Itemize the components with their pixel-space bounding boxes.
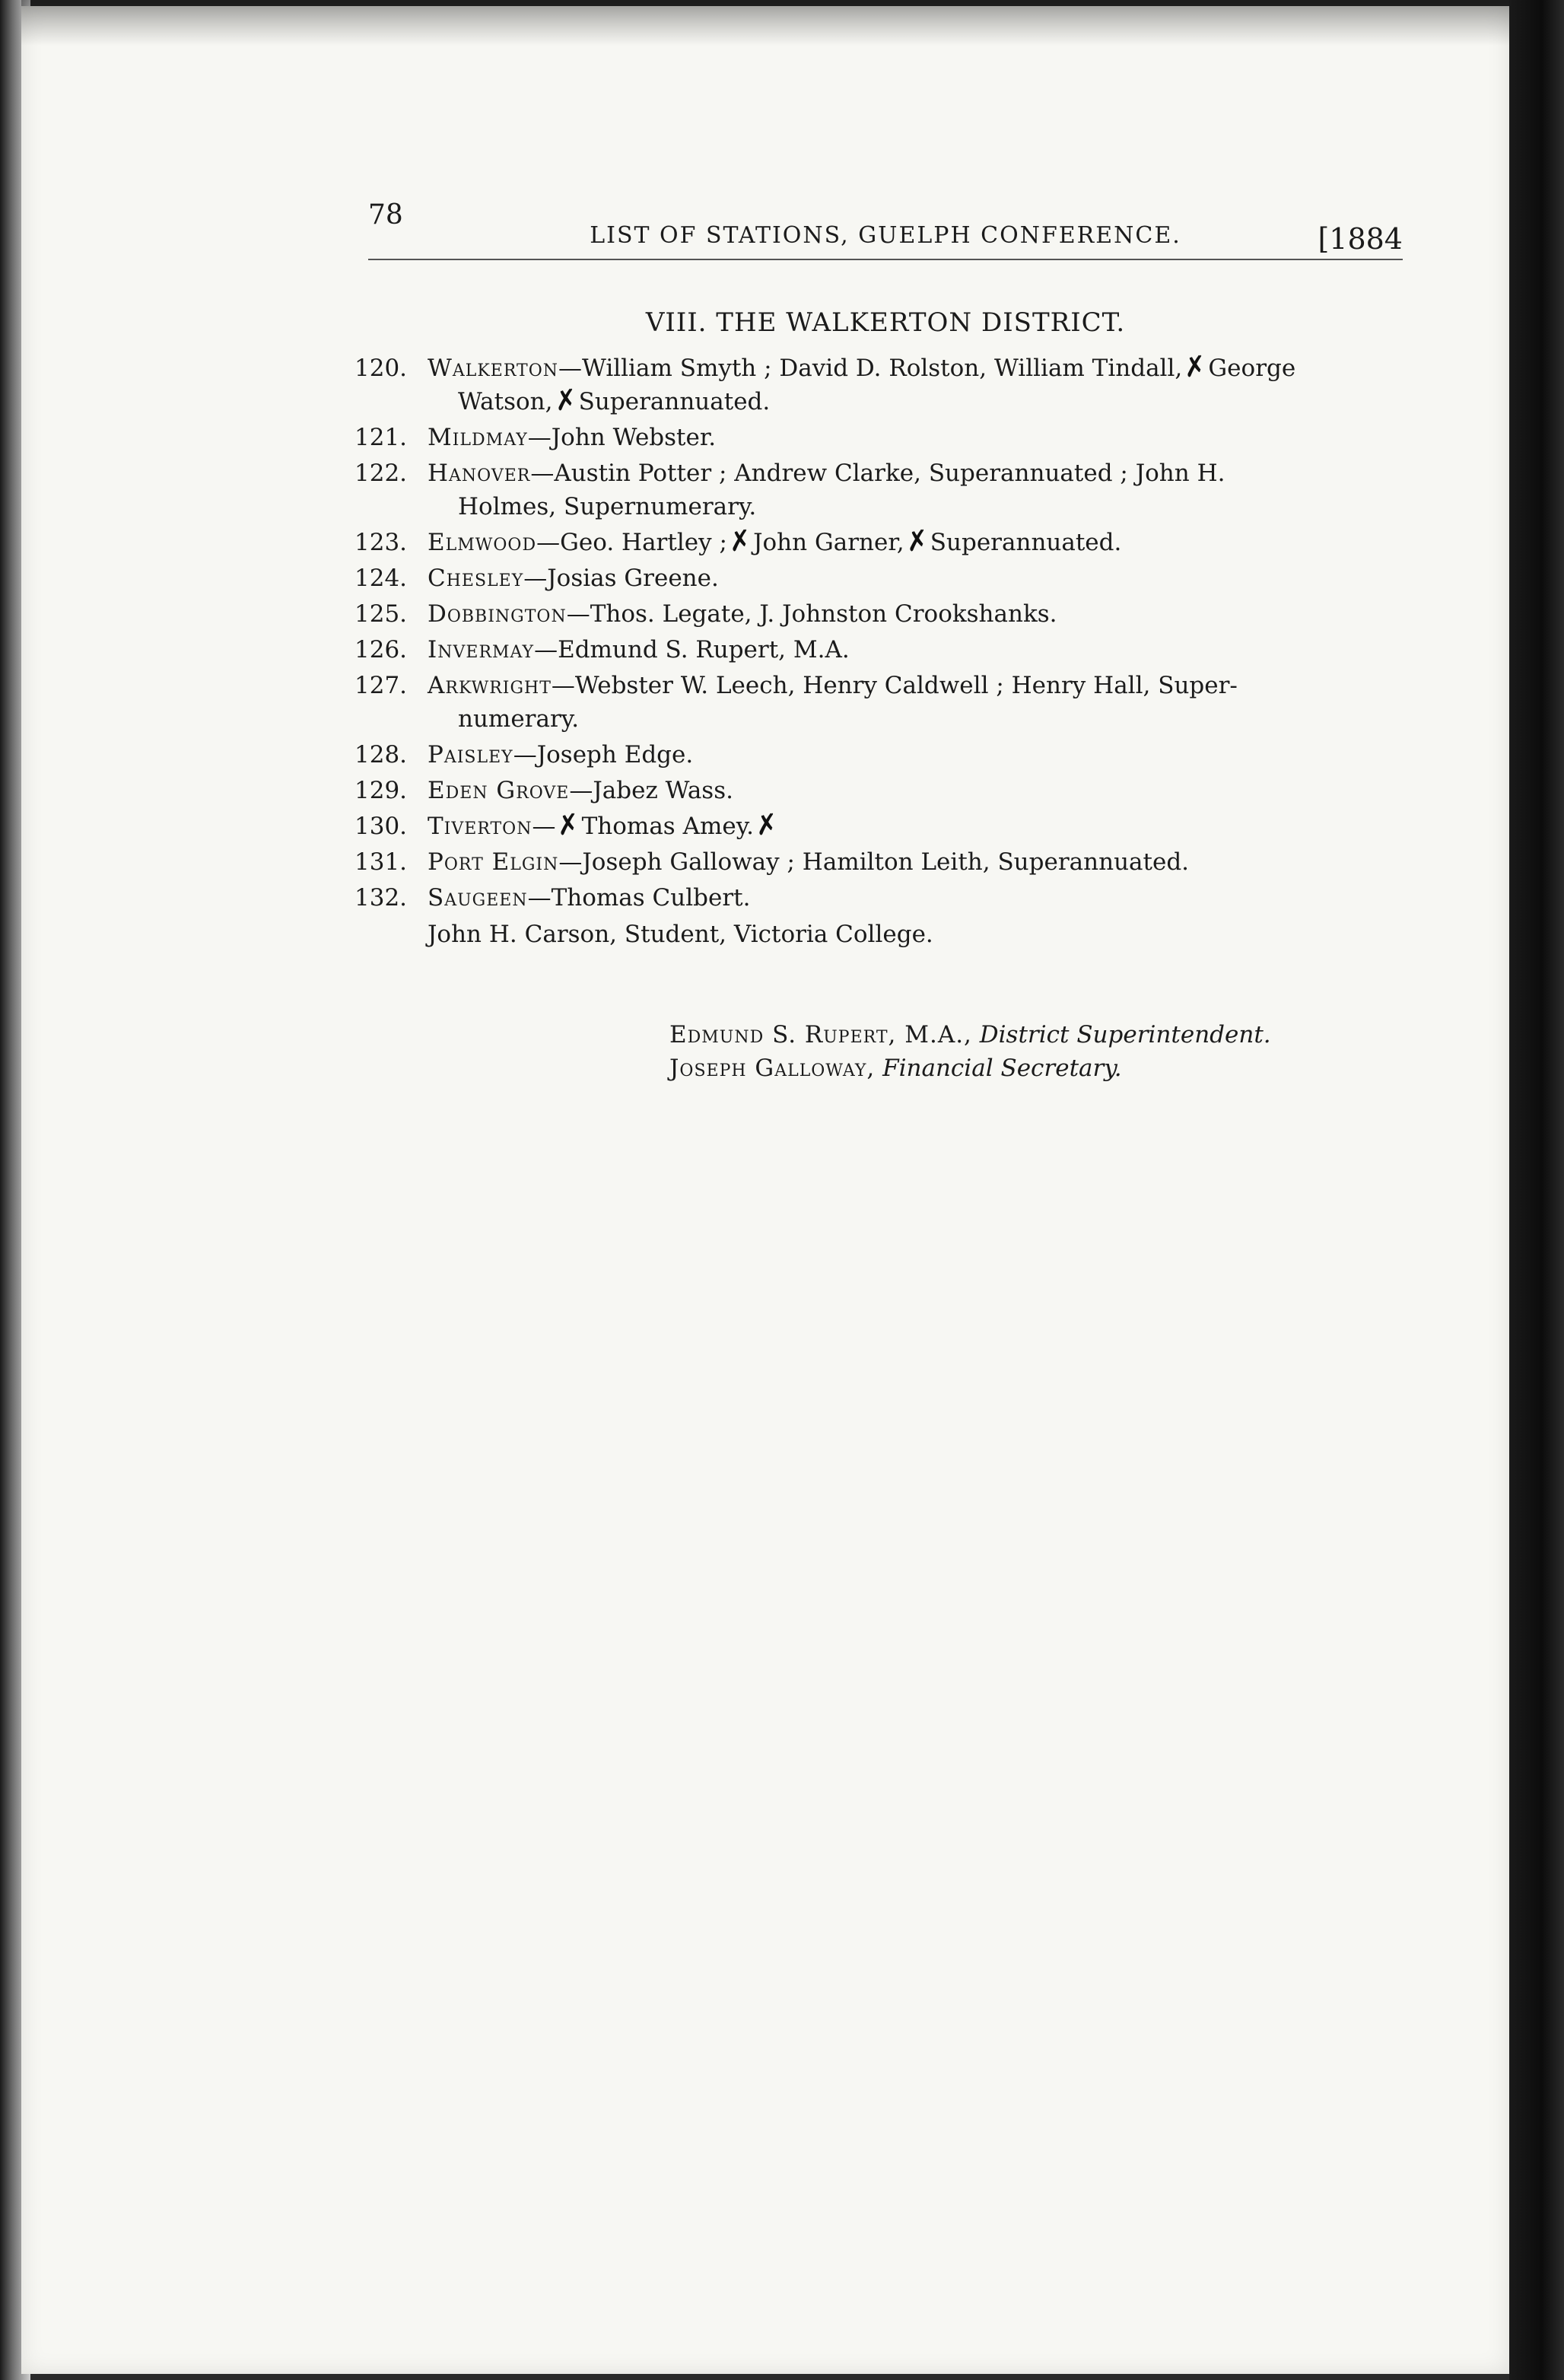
station-ministers: —Thos. Legate, J. Johnston Crookshanks. — [566, 600, 1057, 628]
station-ministers: —Webster W. Leech, Henry Caldwell ; Henry Hall, Super- — [551, 672, 1238, 699]
station-ministers-cont: Watson, — [458, 388, 553, 415]
station-place: Eden Grove — [428, 777, 570, 804]
station-ministers-cont: John Garner, — [753, 529, 904, 556]
station-place: Saugeen — [428, 884, 528, 912]
station-ministers-cont: numerary. — [458, 705, 580, 733]
header-rule — [368, 259, 1403, 260]
station-number: 132. — [354, 884, 408, 912]
signatory-title: Financial Secretary. — [882, 1055, 1122, 1082]
station-number: 125. — [354, 600, 408, 628]
station-ministers: —John Webster. — [527, 424, 717, 451]
book-binding-edge — [1509, 0, 1564, 2380]
station-entry — [354, 597, 1403, 631]
station-entry — [354, 457, 1403, 523]
station-ministers: —Joseph Edge. — [513, 741, 694, 768]
station-ministers-cont: Superannuated. — [930, 529, 1122, 556]
station-number: 121. — [354, 424, 408, 451]
station-number: 127. — [354, 672, 408, 699]
station-place: Invermay — [428, 636, 535, 663]
district-heading: VIII. THE WALKERTON DISTRICT. — [645, 307, 1126, 338]
station-entry — [354, 421, 1403, 454]
station-ministers: — — [532, 813, 556, 840]
pencil-mark-icon: ✗ — [903, 524, 931, 558]
station-ministers: —William Smyth ; David D. Rolston, William Tindall, — [558, 355, 1183, 382]
signature-line — [669, 1018, 1400, 1052]
pencil-mark-icon: ✗ — [552, 383, 580, 418]
station-number: 122. — [354, 460, 408, 487]
station-ministers: —Jabez Wass. — [569, 777, 733, 804]
station-entry — [354, 633, 1403, 667]
signature-line — [669, 1052, 1400, 1085]
station-number: 128. — [354, 741, 408, 768]
station-number: 124. — [354, 565, 408, 592]
station-ministers: —Josias Greene. — [523, 565, 719, 592]
page-number: 78 — [368, 199, 403, 231]
station-place: Arkwright — [428, 672, 552, 699]
station-ministers: —Austin Potter ; Andrew Clarke, Superannuated ; John H. — [530, 460, 1225, 487]
station-number: 123. — [354, 529, 408, 556]
station-entry — [354, 774, 1403, 807]
pencil-mark-icon: ✗ — [555, 808, 583, 842]
station-ministers-cont: Thomas Amey. — [581, 813, 754, 840]
station-entry — [354, 738, 1403, 772]
station-number: 131. — [354, 848, 408, 876]
station-ministers: —Geo. Hartley ; — [536, 529, 727, 556]
station-ministers: —Edmund S. Rupert, M.A. — [534, 636, 850, 663]
station-number: 129. — [354, 777, 408, 804]
signature-block — [669, 1018, 1400, 1085]
station-place: Port Elgin — [428, 848, 559, 876]
pencil-mark-icon: ✗ — [726, 524, 754, 558]
station-place: Paisley — [428, 741, 513, 768]
station-place: Chesley — [428, 565, 524, 592]
station-entry — [354, 669, 1403, 736]
station-place: Hanover — [428, 460, 531, 487]
student-line: John H. Carson, Student, Victoria College. — [428, 921, 933, 948]
station-entry — [354, 562, 1403, 595]
station-ministers: —Joseph Galloway ; Hamilton Leith, Superannuated. — [558, 848, 1190, 876]
header-year: [1884 — [1318, 222, 1403, 256]
station-place: Tiverton — [428, 813, 532, 840]
station-place: Mildmay — [428, 424, 528, 451]
station-place: Elmwood — [428, 529, 537, 556]
station-entry — [354, 845, 1403, 879]
station-number: 126. — [354, 636, 408, 663]
signatory-title: District Superintendent. — [979, 1021, 1271, 1048]
station-place: Dobbington — [428, 600, 567, 628]
page-top-shadow — [21, 0, 1509, 46]
station-ministers: —Thomas Culbert. — [527, 884, 751, 912]
station-number: 120. — [354, 355, 408, 382]
station-list — [354, 352, 1403, 951]
station-entry — [354, 810, 1403, 843]
station-place: Walkerton — [428, 355, 558, 382]
running-header — [368, 195, 1403, 256]
station-entry — [354, 526, 1403, 559]
pencil-mark-icon: ✗ — [1181, 350, 1210, 384]
pencil-mark-icon: ✗ — [753, 808, 780, 842]
station-ministers-cont: Superannuated. — [578, 388, 771, 415]
station-entry — [354, 881, 1403, 915]
signatory-name: Joseph Galloway, — [669, 1055, 876, 1082]
running-title: LIST OF STATIONS, GUELPH CONFERENCE. — [590, 222, 1181, 249]
signatory-name: Edmund S. Rupert, M.A., — [669, 1021, 972, 1048]
station-ministers-cont: Holmes, Supernumerary. — [458, 493, 757, 520]
station-ministers-cont: George — [1208, 355, 1296, 382]
station-entry — [354, 352, 1403, 418]
station-number: 130. — [354, 813, 408, 840]
